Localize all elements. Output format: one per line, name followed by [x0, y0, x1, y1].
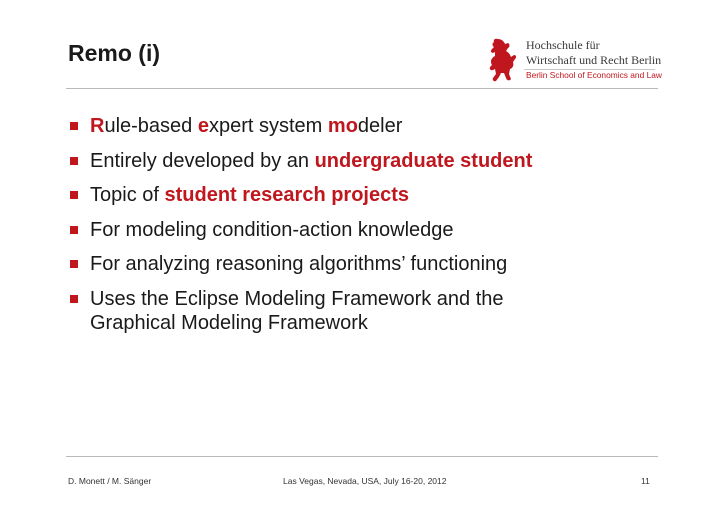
- bullet-text: xpert system: [208, 115, 328, 137]
- footer-divider: [66, 456, 658, 457]
- bullet-text: Topic of: [90, 184, 165, 206]
- acronym-letter: R: [90, 115, 105, 137]
- logo-line-2: Wirtschaft und Recht Berlin: [526, 53, 662, 67]
- bullet-square-icon: [70, 260, 78, 268]
- page-number: 11: [641, 476, 650, 486]
- bullet-item: [70, 114, 670, 138]
- bullet-text: ule-based: [104, 115, 198, 137]
- bullet-text: For analyzing reasoning algorithms’ functioning: [90, 253, 508, 275]
- bullet-text: Uses the Eclipse Modeling Framework and the Graphical Modeling Framework: [90, 287, 504, 334]
- slide-title: Remo (i): [68, 40, 160, 66]
- logo-subtitle: Berlin School of Economics and Law: [526, 70, 662, 80]
- bullet-list: [70, 114, 670, 345]
- bullet-emphasis: student research projects: [164, 184, 410, 206]
- bullet-square-icon: [70, 191, 78, 199]
- bullet-text: For modeling condition-action knowledge: [90, 218, 454, 241]
- bullet-text: Entirely developed by an: [90, 149, 315, 172]
- bullet-item: [70, 252, 670, 276]
- university-logo: [486, 36, 662, 84]
- logo-line-1: Hochschule für: [526, 38, 600, 52]
- acronym-letter: mo: [327, 115, 358, 137]
- bullet-square-icon: [70, 226, 78, 234]
- bear-icon: [486, 36, 520, 84]
- footer-authors: D. Monett / M. Sänger: [68, 476, 152, 486]
- bullet-item: [70, 287, 590, 335]
- bullet-square-icon: [70, 122, 78, 130]
- bullet-text: deler: [357, 115, 403, 137]
- bullet-item: [70, 149, 670, 173]
- title-divider: [66, 88, 658, 89]
- bullet-item: [70, 218, 670, 242]
- bullet-item: [70, 183, 670, 207]
- bullet-square-icon: [70, 157, 78, 165]
- bullet-emphasis: undergraduate student: [314, 149, 533, 172]
- acronym-letter: e: [197, 115, 209, 137]
- bullet-square-icon: [70, 295, 78, 303]
- footer-event: Las Vegas, Nevada, USA, July 16-20, 2012: [283, 476, 447, 486]
